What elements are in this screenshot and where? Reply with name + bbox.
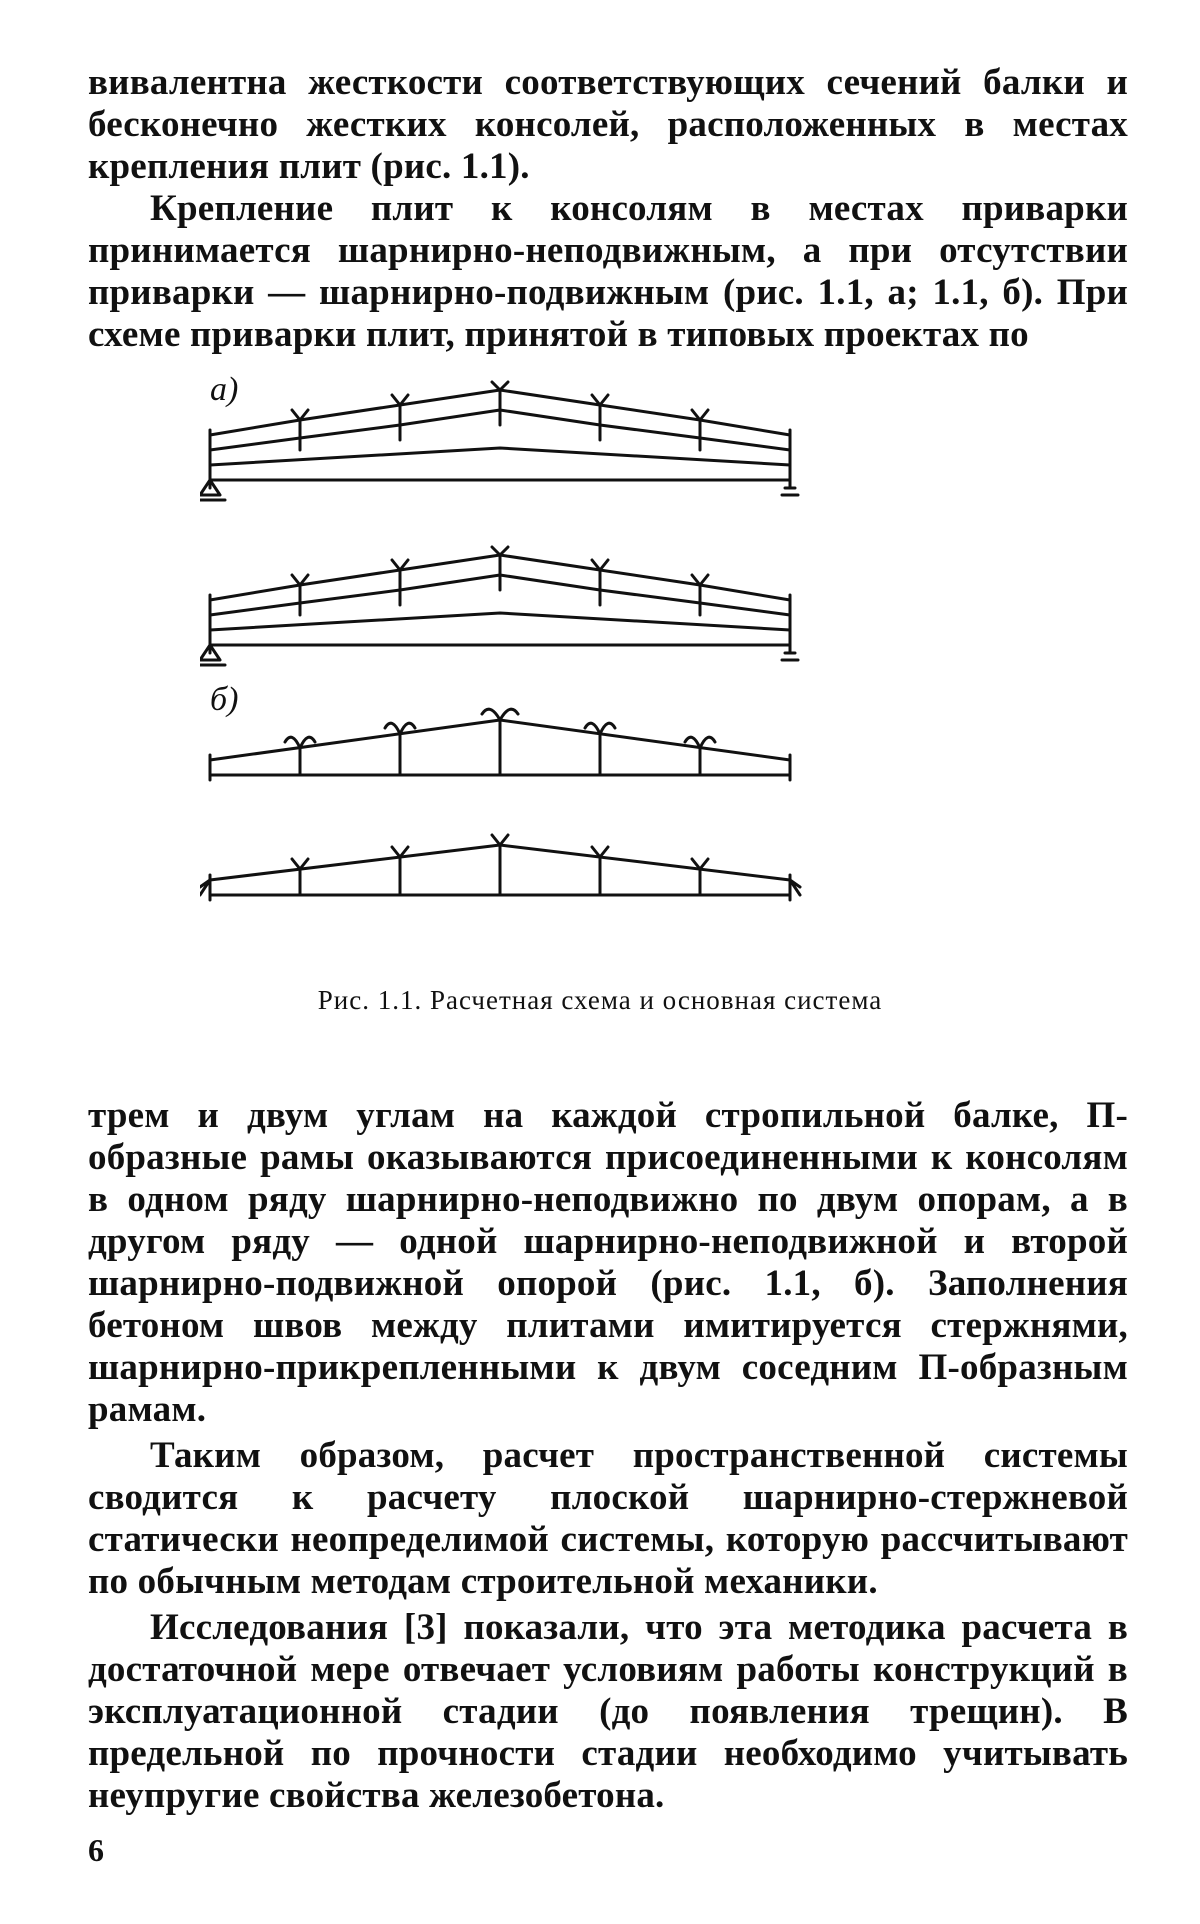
paragraph-5: Исследования [3] показали, что эта методика расчета в достаточной мере отвечает условиям работы конструкций в эксплуатационной стадии (до появления трещин). В предельной по прочности стадии необходимо учитывать неупругие свойства железобетона.: [88, 1607, 1128, 1816]
figure-label-b: б): [210, 681, 239, 718]
paragraph-3: трем и двум углам на каждой стропильной балке, П-образные рамы оказываются присоединенными к консолям в одном ряду шарнирно-неподвижно по двум опорам, а в другом ряду — одной шарнирно-неподвижной и второй шарнирно-подвижной опорой (рис. 1.1, б). Заполнения бетоном швов между плитами имитируется стержнями, шарнирно-прикрепленными к двум соседним П-образным рамам.: [88, 1095, 1128, 1430]
frame-a-1: [200, 382, 798, 500]
figure-label-a: а): [210, 371, 239, 408]
paragraph-1: вивалентна жесткости соответствующих сечений балки и бесконечно жестких консолей, расположенных в местах крепления плит (рис. 1.1).: [88, 62, 1128, 187]
paragraph-2: Крепление плит к консолям в местах приварки принимается шарнирно-неподвижным, а при отсутствии приварки — шарнирно-подвижным (рис. 1.1, а; 1.1, б). При схеме приварки плит, принятой в типовых проектах по: [88, 188, 1128, 355]
figure-1-1-diagram: [200, 370, 1020, 970]
figure-caption: Рис. 1.1. Расчетная схема и основная система: [317, 985, 883, 1015]
page-number: 6: [88, 1832, 104, 1868]
frame-b-2: [200, 835, 800, 900]
frame-a-2: [200, 547, 798, 665]
figure-1-1: [200, 370, 1020, 970]
paragraph-4: Таким образом, расчет пространственной системы сводится к расчету плоской шарнирно-стержневой статически неопределимой системы, которую рассчитывают по обычным методам строительной механики.: [88, 1435, 1128, 1602]
frame-b-1: [210, 709, 790, 780]
